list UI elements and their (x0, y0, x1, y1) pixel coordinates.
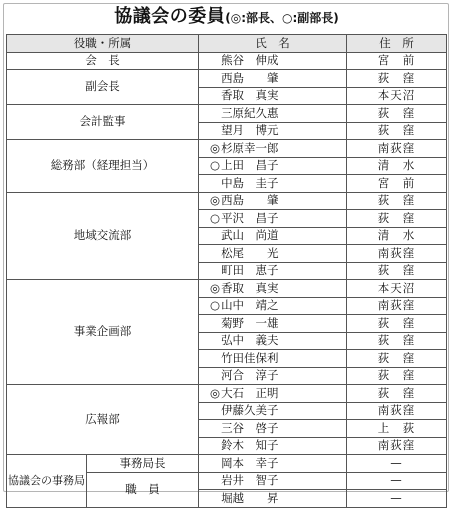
vice-mark: ○ (210, 210, 221, 225)
address-cell: 荻 窪 (347, 315, 447, 333)
name-cell (199, 262, 347, 280)
name-cell (199, 385, 347, 403)
role-cell: 協議会の事務局 (7, 455, 87, 508)
name-cell (199, 490, 347, 508)
address-cell: 荻 窪 (347, 192, 447, 210)
member-name: 平沢 昌子 (221, 210, 279, 225)
address-cell: 本天沼 (347, 87, 447, 105)
name-cell (199, 52, 347, 70)
table-row (7, 280, 447, 298)
address-cell: 荻 窪 (347, 367, 447, 385)
name-cell (199, 122, 347, 140)
member-name: 松尾 光 (221, 245, 279, 260)
name-cell (199, 455, 347, 473)
name-cell (199, 315, 347, 333)
subrole-cell: 事務局長 (87, 455, 199, 473)
name-cell (199, 157, 347, 175)
member-name: 熊谷 伸成 (221, 53, 279, 67)
address-cell: 荻 窪 (347, 70, 447, 88)
address-cell: 荻 窪 (347, 105, 447, 123)
name-cell (199, 70, 347, 88)
role-cell: 広報部 (7, 385, 199, 455)
member-name: 大石 正明 (221, 385, 279, 400)
name-cell (199, 437, 347, 455)
member-name: 三原紀久惠 (221, 105, 279, 120)
name-cell (199, 297, 347, 315)
page-title (0, 4, 453, 30)
member-name: 山中 靖之 (221, 298, 279, 312)
table-row (7, 52, 447, 70)
address-cell: 荻 窪 (347, 122, 447, 140)
vice-mark: ○ (210, 298, 221, 312)
address-cell: 南荻窪 (347, 402, 447, 420)
name-cell (199, 350, 347, 368)
member-name: 西島 肇 (221, 70, 279, 85)
member-name: 香取 真実 (221, 88, 279, 102)
address-cell: 荻 窪 (347, 332, 447, 350)
address-cell: 南荻窪 (347, 245, 447, 263)
address-cell: 荻 窪 (347, 385, 447, 403)
header-role: 役職・所属 (7, 35, 199, 53)
member-name: 西島 肇 (221, 193, 279, 207)
name-cell (199, 192, 347, 210)
role-cell: 地域交流部 (7, 192, 199, 280)
name-cell (199, 105, 347, 123)
name-cell (199, 87, 347, 105)
chief-mark: ◎ (210, 280, 221, 295)
address-cell: 清 水 (347, 227, 447, 245)
member-name: 岩井 智子 (221, 473, 279, 487)
member-name: 鈴木 知子 (221, 438, 279, 452)
name-cell (199, 210, 347, 228)
table-row (7, 70, 447, 88)
chief-mark: ◎ (210, 385, 221, 400)
address-cell: 南荻窪 (347, 437, 447, 455)
role-cell: 総務部（経理担当） (7, 140, 199, 193)
member-name: 竹田佳保利 (221, 350, 279, 365)
address-cell: 荻 窪 (347, 350, 447, 368)
header-name: 氏 名 (199, 35, 347, 53)
address-cell: — (347, 455, 447, 473)
name-cell (199, 245, 347, 263)
role-cell: 副会長 (7, 70, 199, 105)
title-main: 協議会の委員 (114, 6, 226, 27)
committee-table (6, 34, 447, 508)
header-address: 住 所 (347, 35, 447, 53)
address-cell: 南荻窪 (347, 140, 447, 158)
member-name: 伊藤久美子 (221, 403, 279, 417)
role-cell: 会 長 (7, 52, 199, 70)
title-note: (◎:部長、○:副部長) (225, 11, 339, 25)
name-cell (199, 175, 347, 193)
member-name: 上田 昌子 (221, 158, 279, 172)
name-cell (199, 420, 347, 438)
member-name: 杉原幸一郎 (221, 140, 279, 155)
member-name: 中島 圭子 (221, 175, 279, 190)
address-cell: 本天沼 (347, 280, 447, 298)
address-cell: 清 水 (347, 157, 447, 175)
table-row (7, 192, 447, 210)
address-cell: 荻 窪 (347, 210, 447, 228)
address-cell: 上 荻 (347, 420, 447, 438)
address-cell: — (347, 472, 447, 490)
role-cell: 事業企画部 (7, 280, 199, 385)
name-cell (199, 332, 347, 350)
member-name: 弘中 義夫 (221, 333, 279, 347)
chief-mark: ◎ (210, 193, 221, 207)
address-cell: 荻 窪 (347, 262, 447, 280)
member-name: 町田 恵子 (221, 263, 279, 277)
table-row (7, 455, 447, 473)
table-row (7, 140, 447, 158)
member-name: 堀越 昇 (221, 490, 279, 505)
member-name: 三谷 啓子 (221, 420, 279, 435)
table-row (7, 105, 447, 123)
name-cell (199, 280, 347, 298)
member-name: 香取 真実 (221, 280, 279, 295)
address-cell: 宮 前 (347, 52, 447, 70)
member-name: 岡本 幸子 (221, 455, 279, 470)
header-row (7, 35, 447, 53)
role-cell: 会計監事 (7, 105, 199, 140)
name-cell (199, 140, 347, 158)
subrole-cell: 職 員 (87, 472, 199, 507)
chief-mark: ◎ (210, 140, 221, 155)
address-cell: 南荻窪 (347, 297, 447, 315)
vice-mark: ○ (210, 158, 221, 172)
table-row (7, 385, 447, 403)
address-cell: — (347, 490, 447, 508)
address-cell: 宮 前 (347, 175, 447, 193)
member-name: 菊野 一雄 (221, 315, 279, 330)
member-name: 望月 博元 (221, 123, 279, 137)
name-cell (199, 227, 347, 245)
member-name: 武山 尚道 (221, 228, 279, 242)
name-cell (199, 472, 347, 490)
member-name: 河合 淳子 (221, 368, 279, 382)
name-cell (199, 402, 347, 420)
name-cell (199, 367, 347, 385)
